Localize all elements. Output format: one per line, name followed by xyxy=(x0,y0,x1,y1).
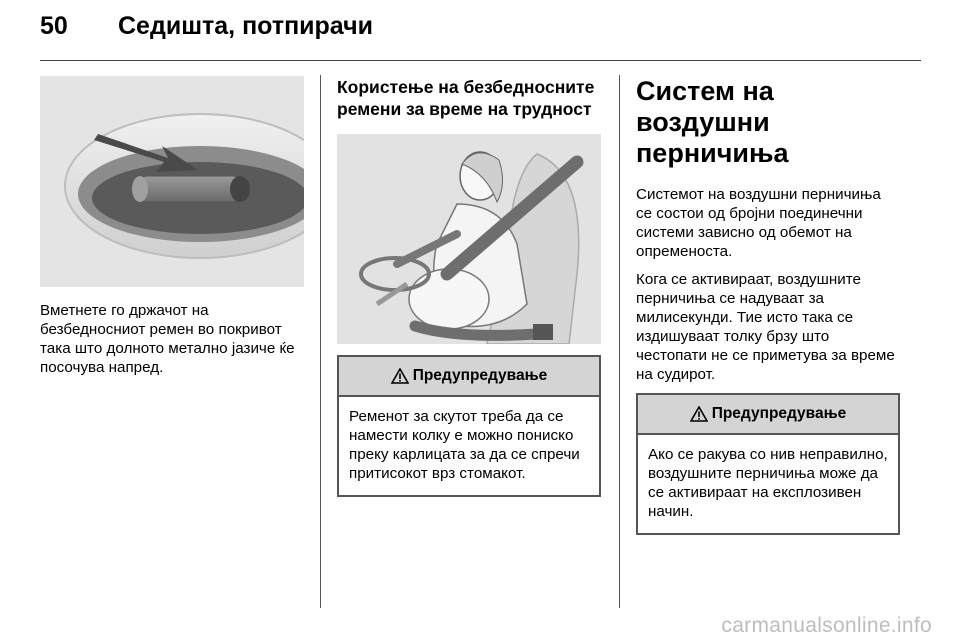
pregnancy-warning-box xyxy=(337,355,601,497)
column-3 xyxy=(636,76,900,535)
watermark: carmanualsonline.info xyxy=(721,614,932,637)
column-divider-1 xyxy=(320,75,321,608)
header-divider xyxy=(40,60,921,61)
column-2 xyxy=(337,76,601,497)
warning-header xyxy=(339,357,599,397)
airbag-paragraph-1: Системот на воздушни перничиња се состои од бројни поединечни системи зависно од обемот на опременоста. xyxy=(636,186,881,260)
page-number: 50 xyxy=(40,12,68,40)
warning-triangle-icon xyxy=(391,368,409,384)
warning-text: Ако се ракува со нив неправилно, воздушните перничиња може да се активираат на експлозивен начин. xyxy=(648,446,888,520)
warning-header xyxy=(638,395,898,435)
airbag-heading: Систем на воздушни перничиња xyxy=(636,76,789,168)
pregnancy-heading: Користење на безбедносните ремени за време на трудност xyxy=(337,77,595,119)
column-1 xyxy=(40,76,304,377)
warning-title: Предупредување xyxy=(711,405,847,422)
grab-handle-text: Вметнете го држачот на безбедносниот ремен во покривот така што долното метално јазиче ќе посочува напред. xyxy=(40,302,295,376)
grab-handle-illustration xyxy=(40,76,304,287)
warning-title: Предупредување xyxy=(412,367,548,384)
warning-text: Ременот за скутот треба да се намести колку е можно пониско преку карлицата за да се спречи притисокот врз стомакот. xyxy=(349,408,580,482)
warning-triangle-icon xyxy=(690,406,708,422)
page-header xyxy=(40,12,920,52)
column-divider-2 xyxy=(619,75,620,608)
page-title: Седишта, потпирачи xyxy=(118,12,373,40)
airbag-warning-box xyxy=(636,393,900,535)
airbag-paragraph-2: Кога се активираат, воздушните перничиња се надуваат за милисекунди. Тие исто така се издишуваат толку брзу што честопати не се приметува за време на судирот. xyxy=(636,271,895,383)
pregnant-woman-seatbelt-illustration xyxy=(337,134,601,344)
